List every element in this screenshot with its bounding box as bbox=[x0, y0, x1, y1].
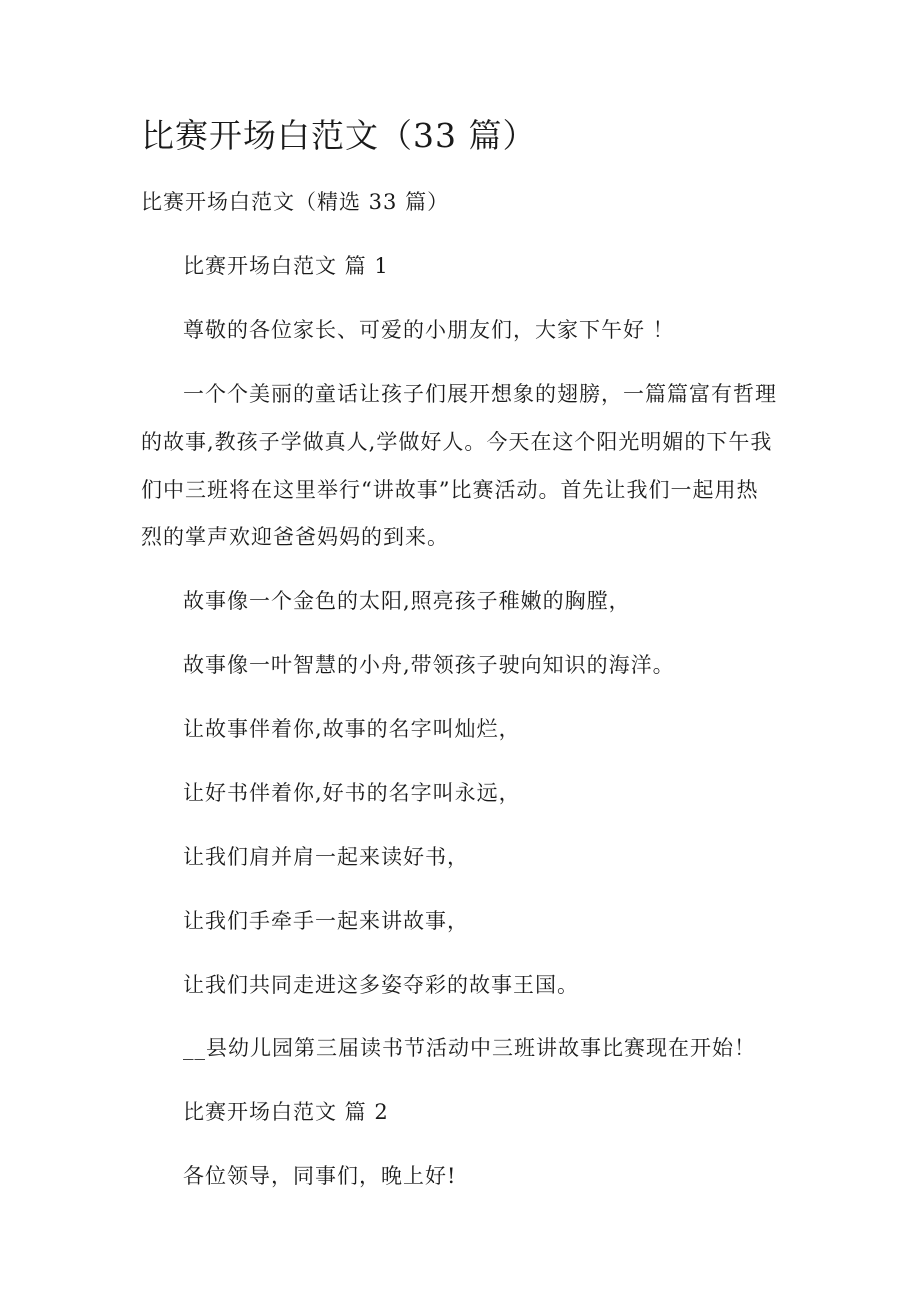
greeting-2: 各位领导，同事们，晚上好! bbox=[183, 1164, 457, 1188]
poem-line: 故事像一叶智慧的小舟,带领孩子驶向知识的海洋。 bbox=[183, 653, 675, 677]
subtitle: 比赛开场白范文（精选 33 篇） bbox=[141, 190, 450, 214]
poem-line: 让故事伴着你,故事的名字叫灿烂， bbox=[183, 717, 521, 741]
paragraph-1-line-2: 的故事,教孩子学做真人,学做好人。今天在这个阳光明媚的下午我 bbox=[141, 430, 773, 454]
greeting-1: 尊敬的各位家长、可爱的小朋友们，大家下午好 ！ bbox=[183, 318, 675, 342]
poem-line: 让我们共同走进这多姿夺彩的故事王国。 bbox=[183, 973, 579, 997]
section-heading-2: 比赛开场白范文 篇 2 bbox=[183, 1100, 389, 1124]
page-title: 比赛开场白范文（33 篇） bbox=[141, 116, 537, 155]
poem-line: 让我们手牵手一起来讲故事， bbox=[183, 909, 469, 933]
paragraph-1-line-4: 烈的掌声欢迎爸爸妈妈的到来。 bbox=[141, 525, 449, 549]
section-heading-1: 比赛开场白范文 篇 1 bbox=[183, 254, 389, 278]
poem-line: 让我们肩并肩一起来读好书， bbox=[183, 845, 469, 869]
poem-line: 故事像一个金色的太阳,照亮孩子稚嫩的胸膛， bbox=[183, 589, 631, 613]
announcement: __县幼儿园第三届读书节活动中三班讲故事比赛现在开始！ bbox=[183, 1036, 756, 1060]
paragraph-1-line-3: 们中三班将在这里举行“讲故事”比赛活动。首先让我们一起用热 bbox=[141, 478, 759, 502]
paragraph-1-line-1: 一个个美丽的童话让孩子们展开想象的翅膀，一篇篇富有哲理 bbox=[183, 382, 777, 406]
poem-line: 让好书伴着你,好书的名字叫永远， bbox=[183, 781, 521, 805]
